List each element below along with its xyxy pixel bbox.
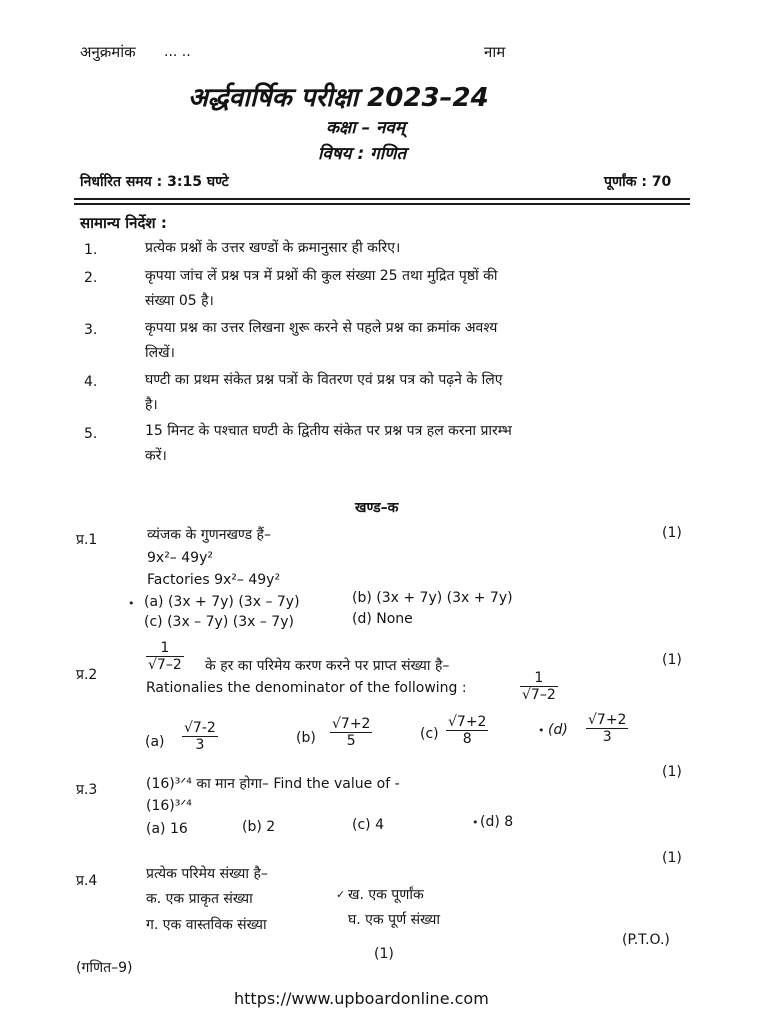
instruction-text: घण्टी का प्रथम संकेत प्रश्न पत्रों के वितरण एवं प्रश्न पत्र को पढ़ने के लिए bbox=[145, 372, 503, 388]
instruction-number: 3. bbox=[84, 322, 98, 338]
option-d: (d) None bbox=[352, 611, 413, 627]
option-ka: क. एक प्राकृत संख्या bbox=[146, 891, 253, 907]
question-marks: (1) bbox=[662, 764, 682, 780]
english-fraction bbox=[520, 670, 558, 703]
option-b: (b) 2 bbox=[242, 819, 276, 835]
fraction-denominator: 8 bbox=[446, 730, 488, 747]
subject-code: (गणित–9) bbox=[76, 960, 133, 976]
fraction-numerator: √7+2 bbox=[332, 716, 371, 732]
instruction-number: 5. bbox=[84, 426, 98, 442]
instruction-number: 2. bbox=[84, 270, 98, 286]
instruction-number: 1. bbox=[84, 242, 98, 258]
question-expression: 9x²– 49y² bbox=[147, 550, 213, 566]
question-fraction bbox=[146, 640, 184, 673]
question-text: व्यंजक के गुणनखण्ड हैं– bbox=[147, 527, 271, 543]
website-url[interactable]: https://www.upboardonline.com bbox=[234, 989, 489, 1008]
pto-label: (P.T.O.) bbox=[622, 932, 670, 948]
option-a-label: (a) bbox=[145, 734, 165, 750]
instruction-text: प्रत्येक प्रश्नों के उत्तर खण्डों के क्रमानुसार ही करिए। bbox=[145, 240, 401, 256]
question-marks: (1) bbox=[662, 525, 682, 541]
tick-mark-icon: • bbox=[538, 724, 545, 737]
option-ga: ग. एक वास्तविक संख्या bbox=[146, 917, 267, 933]
name-label: नाम bbox=[484, 43, 506, 61]
section-title: खण्ड–क bbox=[355, 500, 399, 516]
option-d-fraction bbox=[586, 712, 628, 745]
option-d-label: (d) bbox=[548, 722, 568, 738]
instruction-text-cont: लिखें। bbox=[145, 345, 175, 361]
fraction-denominator: 5 bbox=[330, 732, 372, 749]
option-d: (d) 8 bbox=[480, 814, 514, 830]
question-number: प्र.3 bbox=[76, 782, 98, 798]
option-a-fraction bbox=[182, 720, 218, 753]
class-line: कक्षा – नवम् bbox=[326, 118, 406, 138]
instruction-number: 4. bbox=[84, 374, 98, 390]
roll-number-dots: ... .. bbox=[164, 44, 191, 60]
fraction-denominator: √7–2 bbox=[148, 657, 182, 673]
fraction-numerator: √7-2 bbox=[184, 720, 216, 736]
tick-mark-icon: ✓ bbox=[336, 888, 346, 901]
option-c: (c) 4 bbox=[352, 817, 384, 833]
page-number: (1) bbox=[374, 946, 394, 962]
option-gha: घ. एक पूर्ण संख्या bbox=[348, 912, 441, 928]
question-marks: (1) bbox=[662, 652, 682, 668]
instructions-heading: सामान्य निर्देश : bbox=[80, 214, 167, 232]
fraction-numerator: √7+2 bbox=[448, 714, 487, 730]
tick-mark-icon: • bbox=[472, 816, 479, 829]
exam-title: अर्द्धवार्षिक परीक्षा 2023–24 bbox=[188, 83, 489, 113]
option-c-label: (c) bbox=[420, 726, 439, 742]
instruction-text: 15 मिनट के पश्चात घण्टी के द्वितीय संकेत पर प्रश्न पत्र हल करना प्रारम्भ bbox=[145, 423, 512, 439]
option-c-fraction bbox=[446, 714, 488, 747]
header-rule-top bbox=[74, 198, 690, 200]
fraction-denominator: √7–2 bbox=[522, 687, 556, 703]
question-marks: (1) bbox=[662, 850, 682, 866]
tick-mark-icon: • bbox=[128, 597, 135, 610]
instruction-text: कृपया जांच लें प्रश्न पत्र में प्रश्नों की कुल संख्या 25 तथा मुद्रित पृष्ठों की bbox=[145, 268, 498, 284]
option-b: (b) (3x + 7y) (3x + 7y) bbox=[352, 590, 513, 606]
fraction-numerator: 1 bbox=[160, 640, 170, 656]
option-b-label: (b) bbox=[296, 730, 316, 746]
option-c: (c) (3x – 7y) (3x – 7y) bbox=[144, 614, 294, 630]
question-number: प्र.4 bbox=[76, 873, 98, 889]
question-number: प्र.2 bbox=[76, 667, 98, 683]
fraction-denominator: 3 bbox=[182, 736, 218, 753]
instruction-text-cont: करें। bbox=[145, 448, 167, 464]
fraction-denominator: 3 bbox=[586, 728, 628, 745]
question-text: प्रत्येक परिमेय संख्या है– bbox=[146, 866, 268, 882]
fraction-numerator: √7+2 bbox=[588, 712, 627, 728]
question-english-text: Rationalies the denominator of the following : bbox=[146, 680, 467, 696]
question-expression: (16)³ᐟ⁴ bbox=[146, 798, 192, 814]
question-english-text: Factories 9x²– 49y² bbox=[147, 572, 281, 588]
option-b-fraction bbox=[330, 716, 372, 749]
fraction-numerator: 1 bbox=[534, 670, 544, 686]
roll-number-label: अनुक्रमांक bbox=[80, 43, 136, 61]
time-label: निर्धारित समय : 3:15 घण्टे bbox=[80, 174, 229, 190]
option-a: (a) (3x + 7y) (3x – 7y) bbox=[144, 594, 300, 610]
subject-line: विषय : गणित bbox=[318, 144, 407, 164]
option-kha: ख. एक पूर्णांक bbox=[348, 887, 424, 903]
instruction-text: कृपया प्रश्न का उत्तर लिखना शुरू करने से पहले प्रश्न का क्रमांक अवश्य bbox=[145, 320, 498, 336]
header-rule-bottom bbox=[74, 203, 690, 205]
instruction-text-cont: है। bbox=[145, 397, 158, 413]
option-a: (a) 16 bbox=[146, 821, 188, 837]
instruction-text-cont: संख्या 05 है। bbox=[145, 293, 214, 309]
question-text: के हर का परिमेय करण करने पर प्राप्त संख्या है– bbox=[205, 658, 450, 674]
question-number: प्र.1 bbox=[76, 532, 98, 548]
max-marks-label: पूर्णांक : 70 bbox=[604, 174, 672, 190]
question-text: (16)³ᐟ⁴ का मान होगा– Find the value of - bbox=[146, 776, 400, 792]
